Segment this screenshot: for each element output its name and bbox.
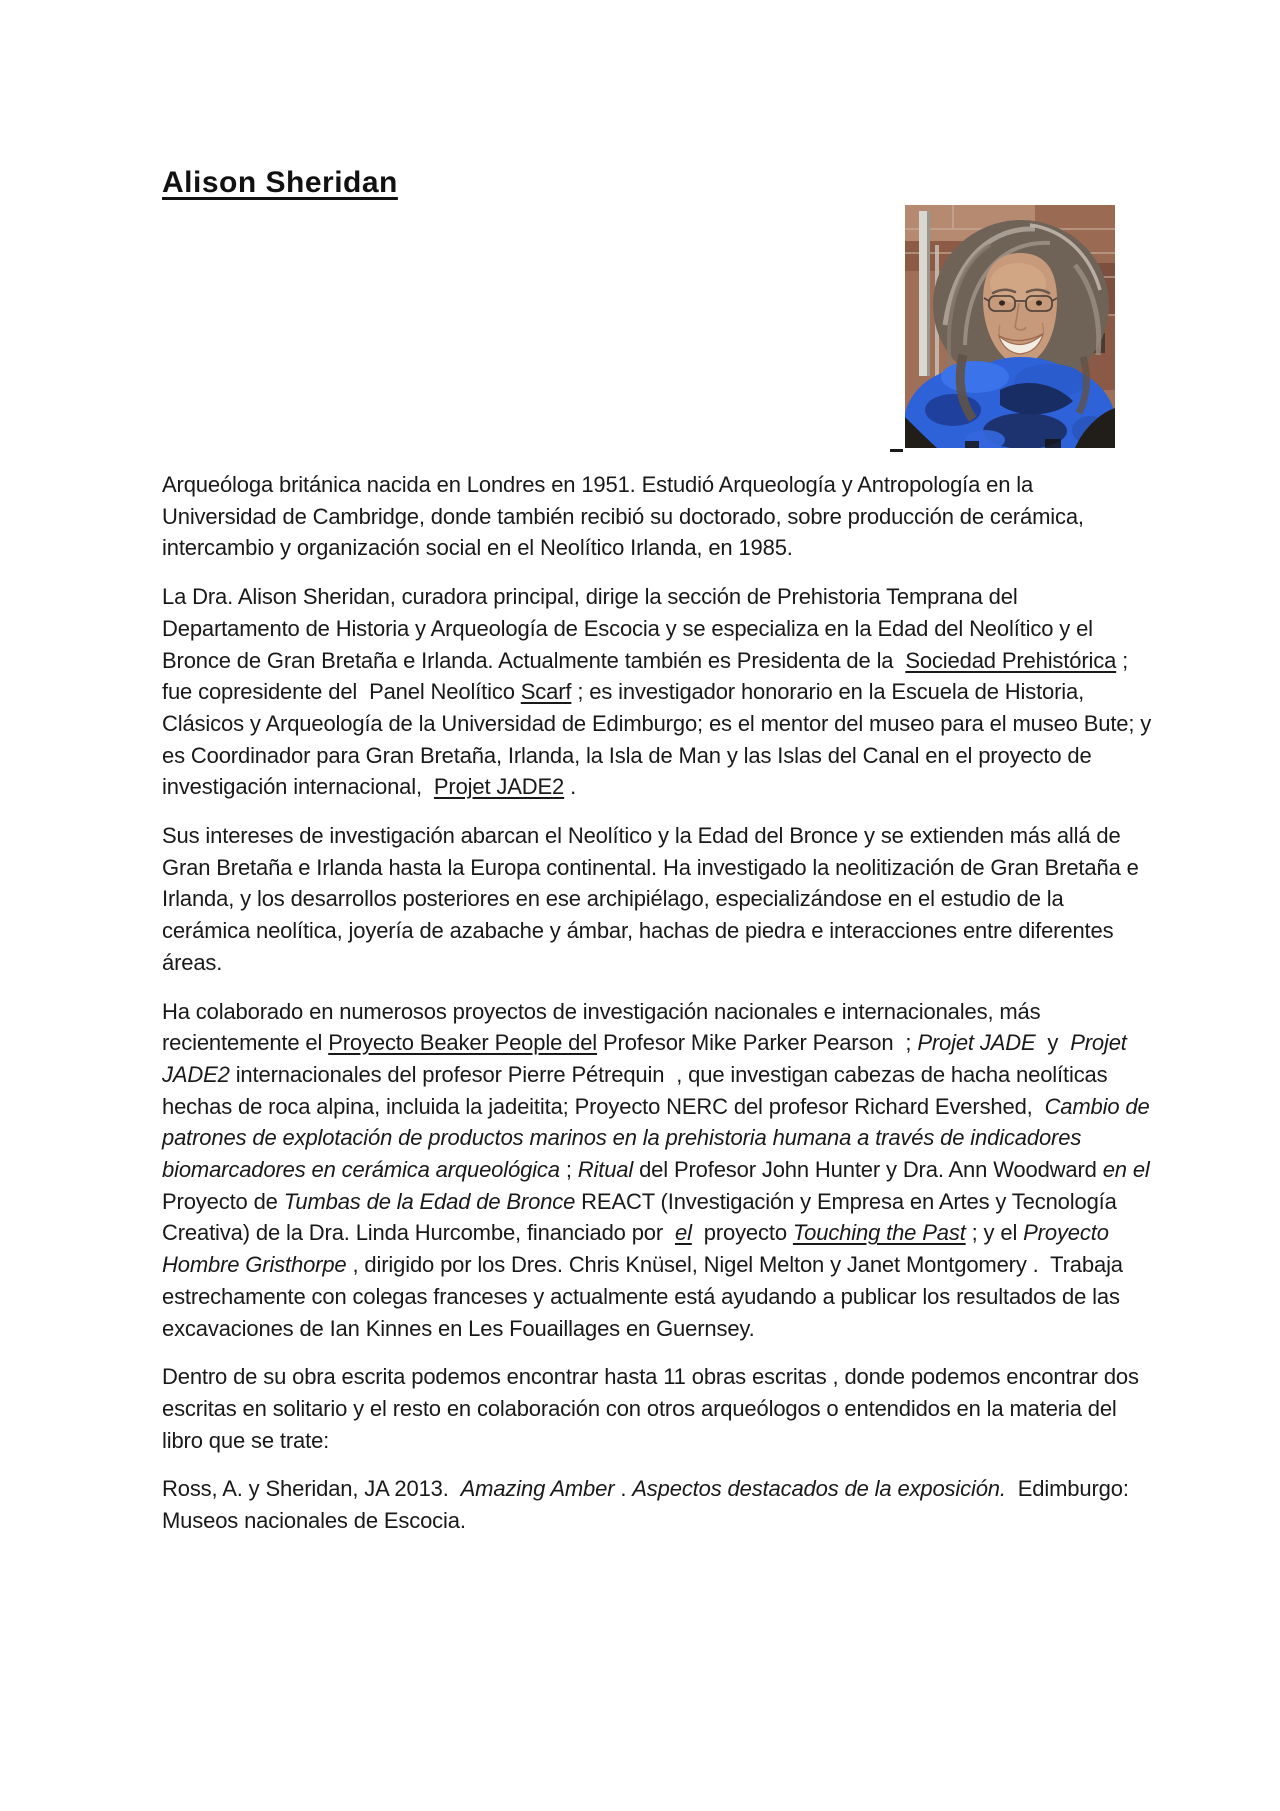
text-run: Sociedad Prehistórica [905,647,1117,673]
text-run: Dentro de su obra escrita podemos encontrar hasta 11 obras escritas , donde podemos encontrar dos escritas en solitario y el resto en colaboración con otros arqueólogos o entendidos en la materia del libro que se trate: [162,1364,1145,1453]
paragraph [162,469,1152,564]
text-run: Cambio de patrones de explotación de productos marinos en la prehistoria humana a través de indicadores biomarcadores en cerámica arqueológica [162,1093,1156,1183]
text-run: ; es investigador honorario en la Escuela de Historia, Clásicos y Arqueología de la Universidad de Edimburgo; es el mentor del museo para el museo Bute; y es Coordinador para Gran Bretaña, Irlanda, la Isla de Man y las Islas del Canal en el proyecto de investigación internacional, [162,679,1158,800]
text-run: Projet JADE2 [162,1030,1133,1087]
text-run: Profesor Mike Parker Pearson ; [597,1030,918,1056]
text-run: Ross, A. y Sheridan, JA 2013. [162,1476,461,1502]
text-run: Proyecto Hombre Gristhorpe [162,1220,1115,1278]
text-run: . [564,774,577,800]
text-run: Sus intereses de investigación abarcan el Neolítico y la Edad del Bronce y se extienden más allá de Gran Bretaña e Irlanda hasta la Europa continental. Ha investigado la neolitización de Gran Bretaña e Irlanda, y los desarrollos posteriores en ese archipiélago, especializándose en el estudio de la cerámica neolítica, joyería de azabache y ámbar, hachas de piedra e interacciones entre diferentes áreas. [162,823,1145,975]
paragraph [162,581,1158,803]
page-title: Alison Sheridan [162,166,398,200]
text-run: internacionales del profesor Pierre Pétrequin , que investigan cabezas de hacha neolíticas hechas de roca alpina, incluida la jadeitita; Proyecto NERC del profesor Richard Evershed, [162,1061,1114,1119]
text-run: Scarf [520,679,572,705]
text-run: Proyecto de [162,1157,1162,1214]
paragraph [162,1361,1152,1456]
portrait-photo-image [905,205,1115,448]
paragraph [162,996,1162,1345]
text-run: Ha colaborado en numerosos proyectos de investigación nacionales e internacionales, más recientemente el [162,998,1047,1056]
text-run: Touching the Past [792,1220,966,1246]
paragraph [162,1473,1152,1536]
text-run: Amazing Amber [460,1476,615,1502]
text-run: en el [1102,1157,1150,1183]
text-run: ; fue copresidente del Panel Neolítico [162,647,1135,705]
text-run: . [614,1476,633,1502]
paragraph [162,820,1152,979]
text-run: Tumbas de la Edad de Bronce [283,1188,576,1214]
image-anchor-dash [890,449,903,452]
text-run: y [1035,1030,1071,1056]
document-body [162,469,1162,1554]
text-run: Proyecto Beaker People del [328,1030,598,1056]
text-run: Aspectos destacados de la exposición. [632,1476,1006,1502]
text-run: proyecto [691,1220,793,1246]
text-run: Projet JADE [917,1030,1036,1056]
text-run: La Dra. Alison Sheridan, curadora principal, dirige la sección de Prehistoria Temprana del Departamento de Historia y Arqueología de Escocia y se especializa en la Edad del Neolítico y el Bronce de Gran Bretaña e Irlanda. Actualmente también es Presidenta de la [162,584,1099,673]
text-run: Ritual [577,1157,634,1183]
text-run: del Profesor John Hunter y Dra. Ann Woodward [633,1157,1103,1183]
text-run: Edimburgo: Museos nacionales de Escocia. [162,1476,1135,1534]
text-run: ; y el [965,1220,1024,1246]
text-run: Projet JADE2 [433,774,565,800]
portrait-photo [905,205,1115,448]
text-run: , dirigido por los Dres. Chris Knüsel, Nigel Melton y Janet Montgomery . Trabaja estrechamente con colegas franceses y actualmente está ayudando a publicar los resultados de las excavaciones de Ian Kinnes en Les Fouaillages en Guernsey. [162,1252,1129,1341]
text-run: el [674,1220,692,1246]
text-run: ; [559,1157,578,1183]
text-run: REACT (Investigación y Empresa en Artes y Tecnología Creativa) de la Dra. Linda Hurcombe, financiado por [162,1188,1123,1246]
text-run: Arqueóloga británica nacida en Londres en 1951. Estudió Arqueología y Antropología en la Universidad de Cambridge, donde también recibió su doctorado, sobre producción de cerámica, intercambio y organización social en el Neolítico Irlanda, en 1985. [162,472,1090,561]
